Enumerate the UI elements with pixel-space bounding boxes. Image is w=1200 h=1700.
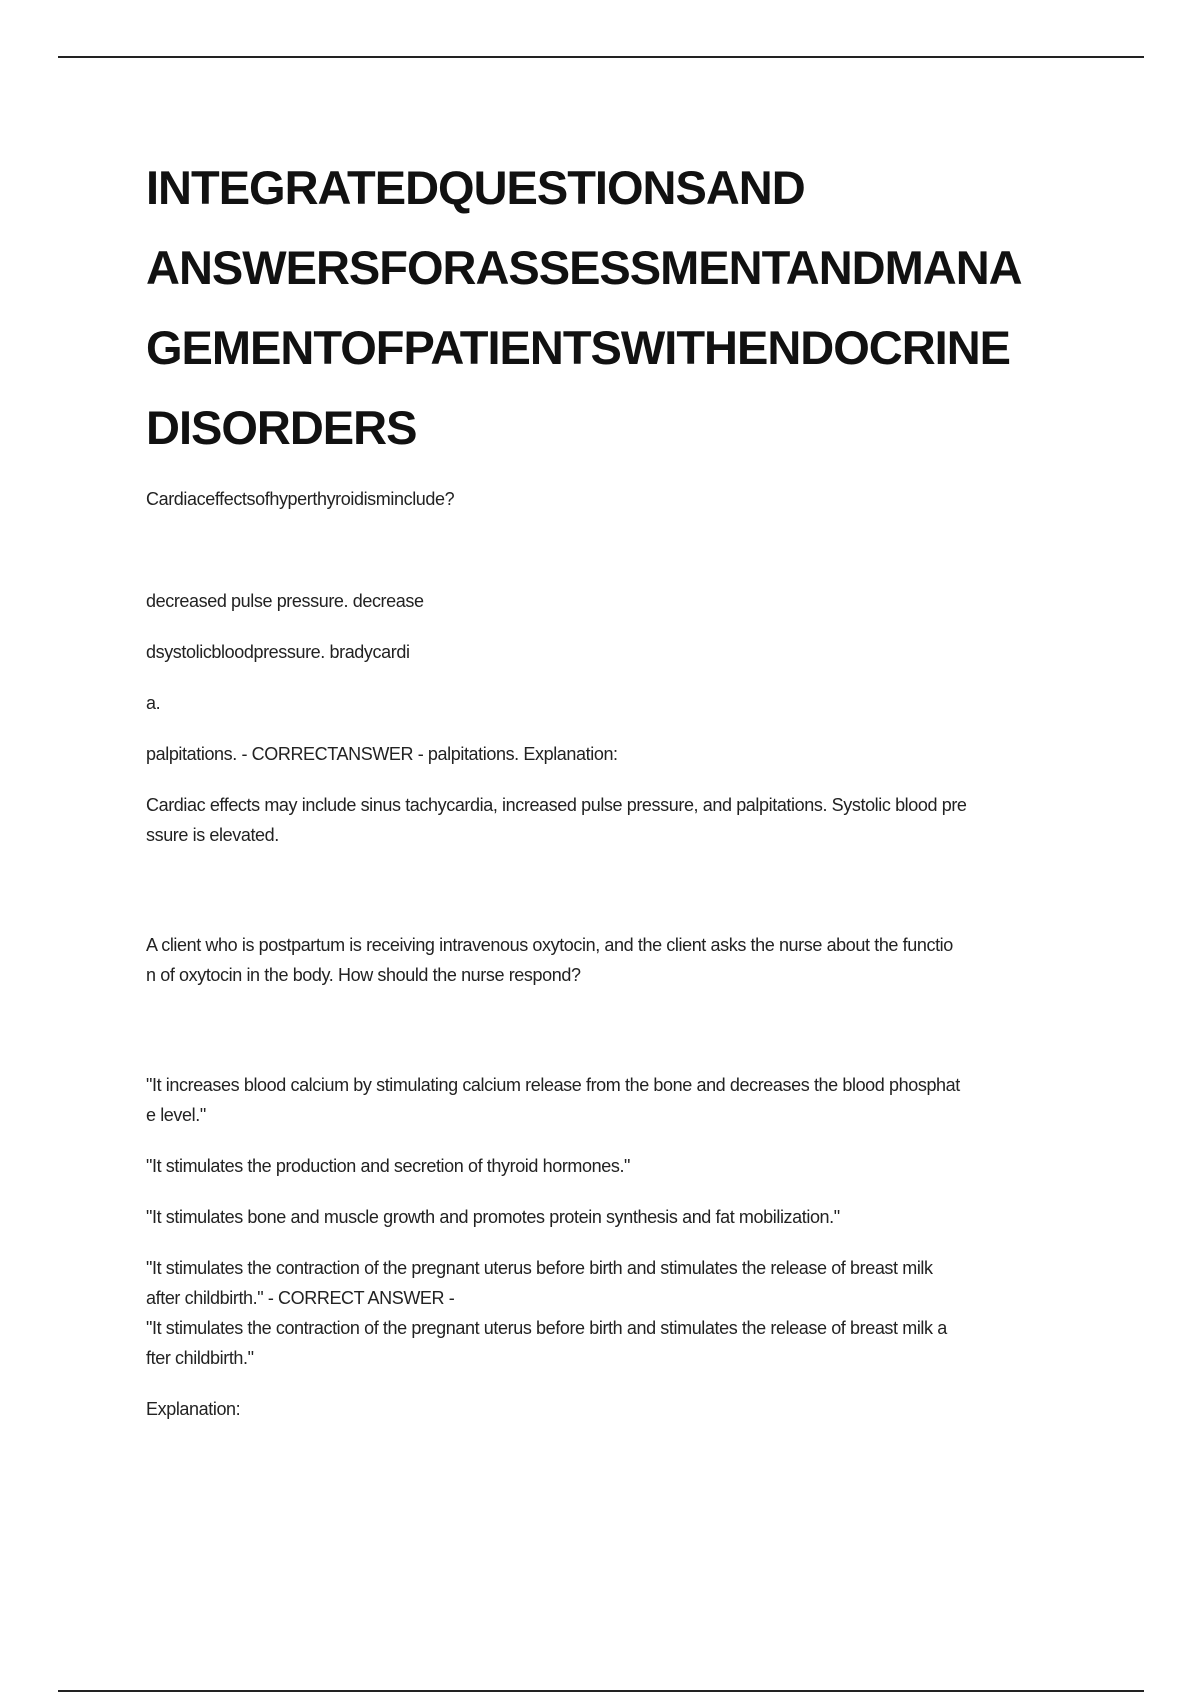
question-2-options xyxy=(146,1070,1096,1424)
prompt-line: n of oxytocin in the body. How should the nurse respond? xyxy=(146,965,581,985)
answer-line: dsystolicbloodpressure. bradycardi xyxy=(146,642,410,662)
title-line: DISORDERS xyxy=(146,401,417,454)
title-line: GEMENTOFPATIENTSWITHENDOCRINE xyxy=(146,321,1010,374)
title-line: INTEGRATEDQUESTIONSAND xyxy=(146,161,805,214)
bottom-rule xyxy=(58,1690,1144,1692)
explanation-line: ssure is elevated. xyxy=(146,825,279,845)
question-1-explanation xyxy=(146,790,1096,850)
option-line: fter childbirth." xyxy=(146,1348,254,1368)
question-1-answer-block xyxy=(146,586,1096,850)
document-title xyxy=(146,148,1096,468)
option-line: after childbirth." - CORRECT ANSWER - xyxy=(146,1288,455,1308)
option-c: "It stimulates bone and muscle growth and promotes protein synthesis and fat mobilization." xyxy=(146,1207,840,1227)
option-line: "It stimulates the contraction of the pregnant uterus before birth and stimulates the release of breast milk xyxy=(146,1258,933,1278)
question-2-explanation-label: Explanation: xyxy=(146,1399,241,1419)
document-body xyxy=(146,148,1096,1424)
title-line: ANSWERSFORASSESSMENTANDMANA xyxy=(146,241,1022,294)
answer-line: a. xyxy=(146,693,161,713)
explanation-line: Cardiac effects may include sinus tachycardia, increased pulse pressure, and palpitations. Systolic blood pre xyxy=(146,795,967,815)
option-line: "It stimulates the contraction of the pregnant uterus before birth and stimulates the release of breast milk a xyxy=(146,1318,947,1338)
option-b: "It stimulates the production and secretion of thyroid hormones." xyxy=(146,1156,631,1176)
top-rule xyxy=(58,56,1144,58)
answer-line: decreased pulse pressure. decrease xyxy=(146,591,424,611)
question-1-prompt: Cardiaceffectsofhyperthyroidisminclude? xyxy=(146,489,455,509)
option-line: e level." xyxy=(146,1105,206,1125)
prompt-line: A client who is postpartum is receiving intravenous oxytocin, and the client asks the nurse about the functio xyxy=(146,935,953,955)
option-d xyxy=(146,1253,1096,1373)
option-a xyxy=(146,1070,1096,1130)
question-2-prompt xyxy=(146,930,1096,990)
option-line: "It increases blood calcium by stimulating calcium release from the bone and decreases the blood phosphat xyxy=(146,1075,960,1095)
answer-line: palpitations. - CORRECTANSWER - palpitations. Explanation: xyxy=(146,744,618,764)
